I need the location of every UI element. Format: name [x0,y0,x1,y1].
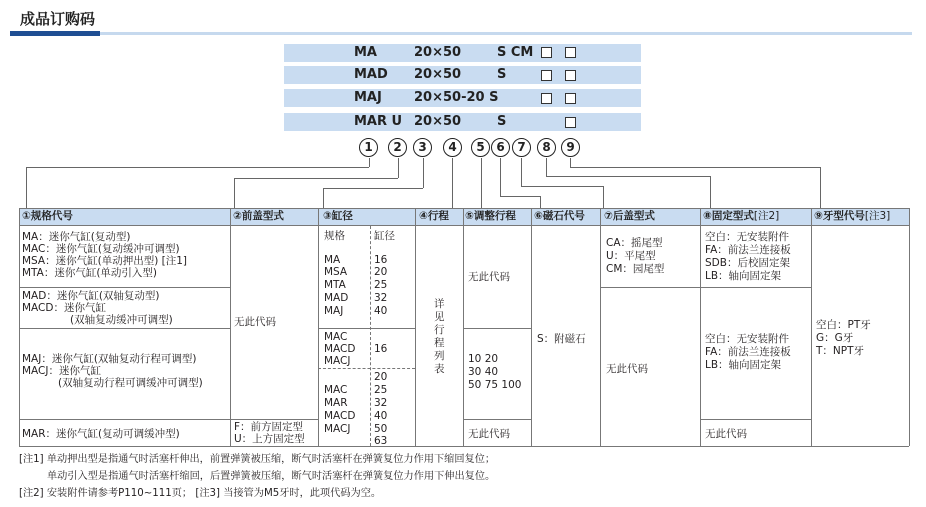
circle-5: 5 [471,138,490,157]
connector [521,186,603,187]
grid-line [19,328,230,329]
connector [546,176,710,177]
header-mount-type [703,208,779,225]
rear-cover-none: 无此代码 [606,363,648,375]
header-thread-code-note: [注3] [864,210,891,222]
grid-line-dashed [318,368,415,369]
adjust-none: 无此代码 [468,271,510,283]
grid-line [19,446,909,447]
circle-4: 4 [443,138,462,157]
grid-line [600,287,700,288]
spec-macj: MACJ：迷你气缸 [22,365,101,377]
circle-8: 8 [537,138,556,157]
footnote-1: [注1] 单动押出型是指通气时活塞杆伸出，前置弹簧被压缩，断气时活塞杆在弹簧复位力作用下缩回复位； [19,454,496,465]
circle-2: 2 [388,138,407,157]
connector [500,158,501,196]
title-underline [10,31,100,36]
mount-option: FA：前法兰连接板 [705,244,791,256]
circle-7: 7 [512,138,531,157]
code-prefix: MA [354,45,377,60]
code-prefix: MAJ [354,90,382,105]
header-spec-code: ①规格代号 [22,210,73,222]
grid-line [600,208,601,446]
grid-line [463,328,531,329]
bore-size: 25 [374,279,388,291]
rear-cover-ca: CA：摇尾型 [606,237,663,249]
connector [710,176,711,208]
bore-size: 32 [374,292,388,304]
header-thread-code-label: ⑨牙型代号 [814,210,865,222]
grid-line [700,287,811,288]
bore-model: MAD [324,292,349,304]
title-rule [100,32,912,35]
header-stroke: ④行程 [419,210,449,222]
connector [323,188,423,189]
bore-size: 16 [374,343,388,355]
bore-model: MAR [324,397,348,409]
bore-model: MSA [324,266,348,278]
stroke-char: 行 [434,324,445,336]
grid-line [19,419,230,420]
header-front-cover: ②前盖型式 [233,210,284,222]
bore-model: MACD [324,410,356,422]
grid-line [463,208,464,446]
grid-line [700,208,701,446]
grid-line [318,208,319,446]
bore-size: 63 [374,435,388,447]
grid-line [19,225,909,226]
grid-line [531,208,532,446]
grid-line [19,287,230,288]
code-suffix: S [497,114,507,129]
grid-line [463,419,531,420]
grid-line [700,419,811,420]
mount-none: 无此代码 [705,428,747,440]
magnet-s: S：附磁石 [537,333,586,345]
thread-option: T：NPT牙 [816,345,865,357]
front-cover-u: U：上方固定型 [234,433,305,445]
grid-line [19,208,20,446]
rear-cover-u: U：平尾型 [606,250,656,262]
thread-option: 空白：PT牙 [816,319,871,331]
grid-line [909,208,910,446]
bore-size: 20 [374,266,388,278]
grid-line [415,208,416,446]
page-title: 成品订购码 [20,10,96,28]
mount-option: LB：轴向固定架 [705,359,782,371]
code-size: 20×50 [414,67,462,82]
adjust-values: 10 20 [468,353,499,365]
code-box [541,93,552,104]
spec-mad: MAD：迷你气缸(双轴复动型) [22,290,160,302]
code-size: 20×50-20 S [414,90,499,105]
connector [570,167,820,168]
bore-model: MTA [324,279,346,291]
bore-model: MAC [324,384,348,396]
circle-6: 6 [491,138,510,157]
connector [570,158,571,167]
connector [452,158,453,208]
code-box [541,47,552,58]
bore-model: MA [324,254,341,266]
connector [820,167,821,208]
connector [500,196,540,197]
mount-option: 空白：无安装附件 [705,333,789,345]
bore-model: MACJ [324,423,351,435]
connector [26,167,27,208]
bore-size: 20 [374,371,388,383]
connector [481,158,482,208]
bore-size: 40 [374,305,388,317]
header-adjust-stroke: ⑤调整行程 [465,210,516,222]
mount-option: LB：轴向固定架 [705,270,782,282]
thread-option: G：G牙 [816,332,854,344]
connector [26,167,369,168]
connector [603,186,604,208]
spec-macd: MACD：迷你气缸 [22,302,106,314]
footnote-2-3: [注2] 安装附件请参考P110~111页； [注3] 当接管为M5牙时，此项代码为空。 [19,488,382,499]
code-prefix: MAD [354,67,388,82]
code-box [565,47,576,58]
adjust-values: 50 75 100 [468,379,522,391]
circle-9: 9 [561,138,580,157]
connector [423,158,424,188]
connector [546,158,547,176]
front-cover-f: F：前方固定型 [234,421,304,433]
code-size: 20×50 [414,114,462,129]
spec-mar: MAR：迷你气缸(复动可调缓冲型) [22,428,180,440]
bore-size: 25 [374,384,388,396]
bore-size: 50 [374,423,388,435]
adjust-values: 30 40 [468,366,499,378]
mount-option: 空白：无安装附件 [705,231,789,243]
bore-size: 40 [374,410,388,422]
header-magnet-code: ⑥磁石代号 [534,210,585,222]
grid-line [230,208,231,446]
bore-model: MAJ [324,305,344,317]
stroke-char: 列 [434,350,445,362]
code-suffix: S CM [497,45,534,60]
code-size: 20×50 [414,45,462,60]
bore-label-model: 规格 [324,230,345,242]
header-mount-type-note: [注2] [753,210,780,222]
spec-macj-desc: (双轴复动行程可调缓冲可调型) [58,377,203,389]
code-row-ma [284,44,641,62]
stroke-char: 详 [434,298,445,310]
code-box [565,93,576,104]
code-box [565,70,576,81]
rear-cover-cm: CM：园尾型 [606,263,665,275]
spec-ma: MA：迷你气缸(复动型) [22,231,131,243]
header-rear-cover: ⑦后盖型式 [604,210,655,222]
stroke-char: 表 [434,363,445,375]
code-prefix: MAR U [354,114,403,129]
spec-mta: MTA：迷你气缸(单动引入型) [22,267,158,279]
bore-model: MAC [324,331,348,343]
bore-size: 32 [374,397,388,409]
bore-model: MACJ [324,355,351,367]
spec-macd-desc: (双轴复动缓冲可调型) [70,314,173,326]
bore-label-bore: 缸径 [374,230,395,242]
grid-line [230,419,318,420]
stroke-char: 见 [434,311,445,323]
grid-line [811,208,812,446]
connector [234,178,235,208]
connector [398,158,399,178]
connector [521,158,522,186]
code-suffix: S [497,67,507,82]
mount-option: FA：前法兰连接板 [705,346,791,358]
adjust-none: 无此代码 [468,428,510,440]
header-thread-code [814,208,890,225]
spec-maj: MAJ：迷你气缸(双轴复动行程可调型) [22,353,197,365]
grid-line-dashed [370,226,371,446]
grid-line [318,328,415,329]
code-box [565,117,576,128]
connector [369,158,370,167]
header-mount-type-label: ⑧固定型式 [703,210,754,222]
spec-msa: MSA：迷你气缸(单动押出型) [注1] [22,255,188,267]
code-row-mar [284,113,641,131]
front-cover-none: 无此代码 [234,316,276,328]
circle-3: 3 [413,138,432,157]
grid-line [19,208,909,209]
connector [323,188,324,208]
bore-size: 16 [374,254,388,266]
spec-mac: MAC：迷你气缸(复动缓冲可调型) [22,243,180,255]
circle-1: 1 [359,138,378,157]
connector [234,178,398,179]
bore-model: MACD [324,343,356,355]
header-bore: ③缸径 [323,210,353,222]
mount-option: SDB：后校固定架 [705,257,790,269]
code-box [541,70,552,81]
connector [540,196,541,208]
code-row-mad [284,66,641,84]
footnote-1-cont: 单动引入型是指通气时活塞杆缩回，后置弹簧被压缩，断气时活塞杆在弹簧复位力作用下伸出复位。 [47,471,496,482]
stroke-char: 程 [434,337,445,349]
